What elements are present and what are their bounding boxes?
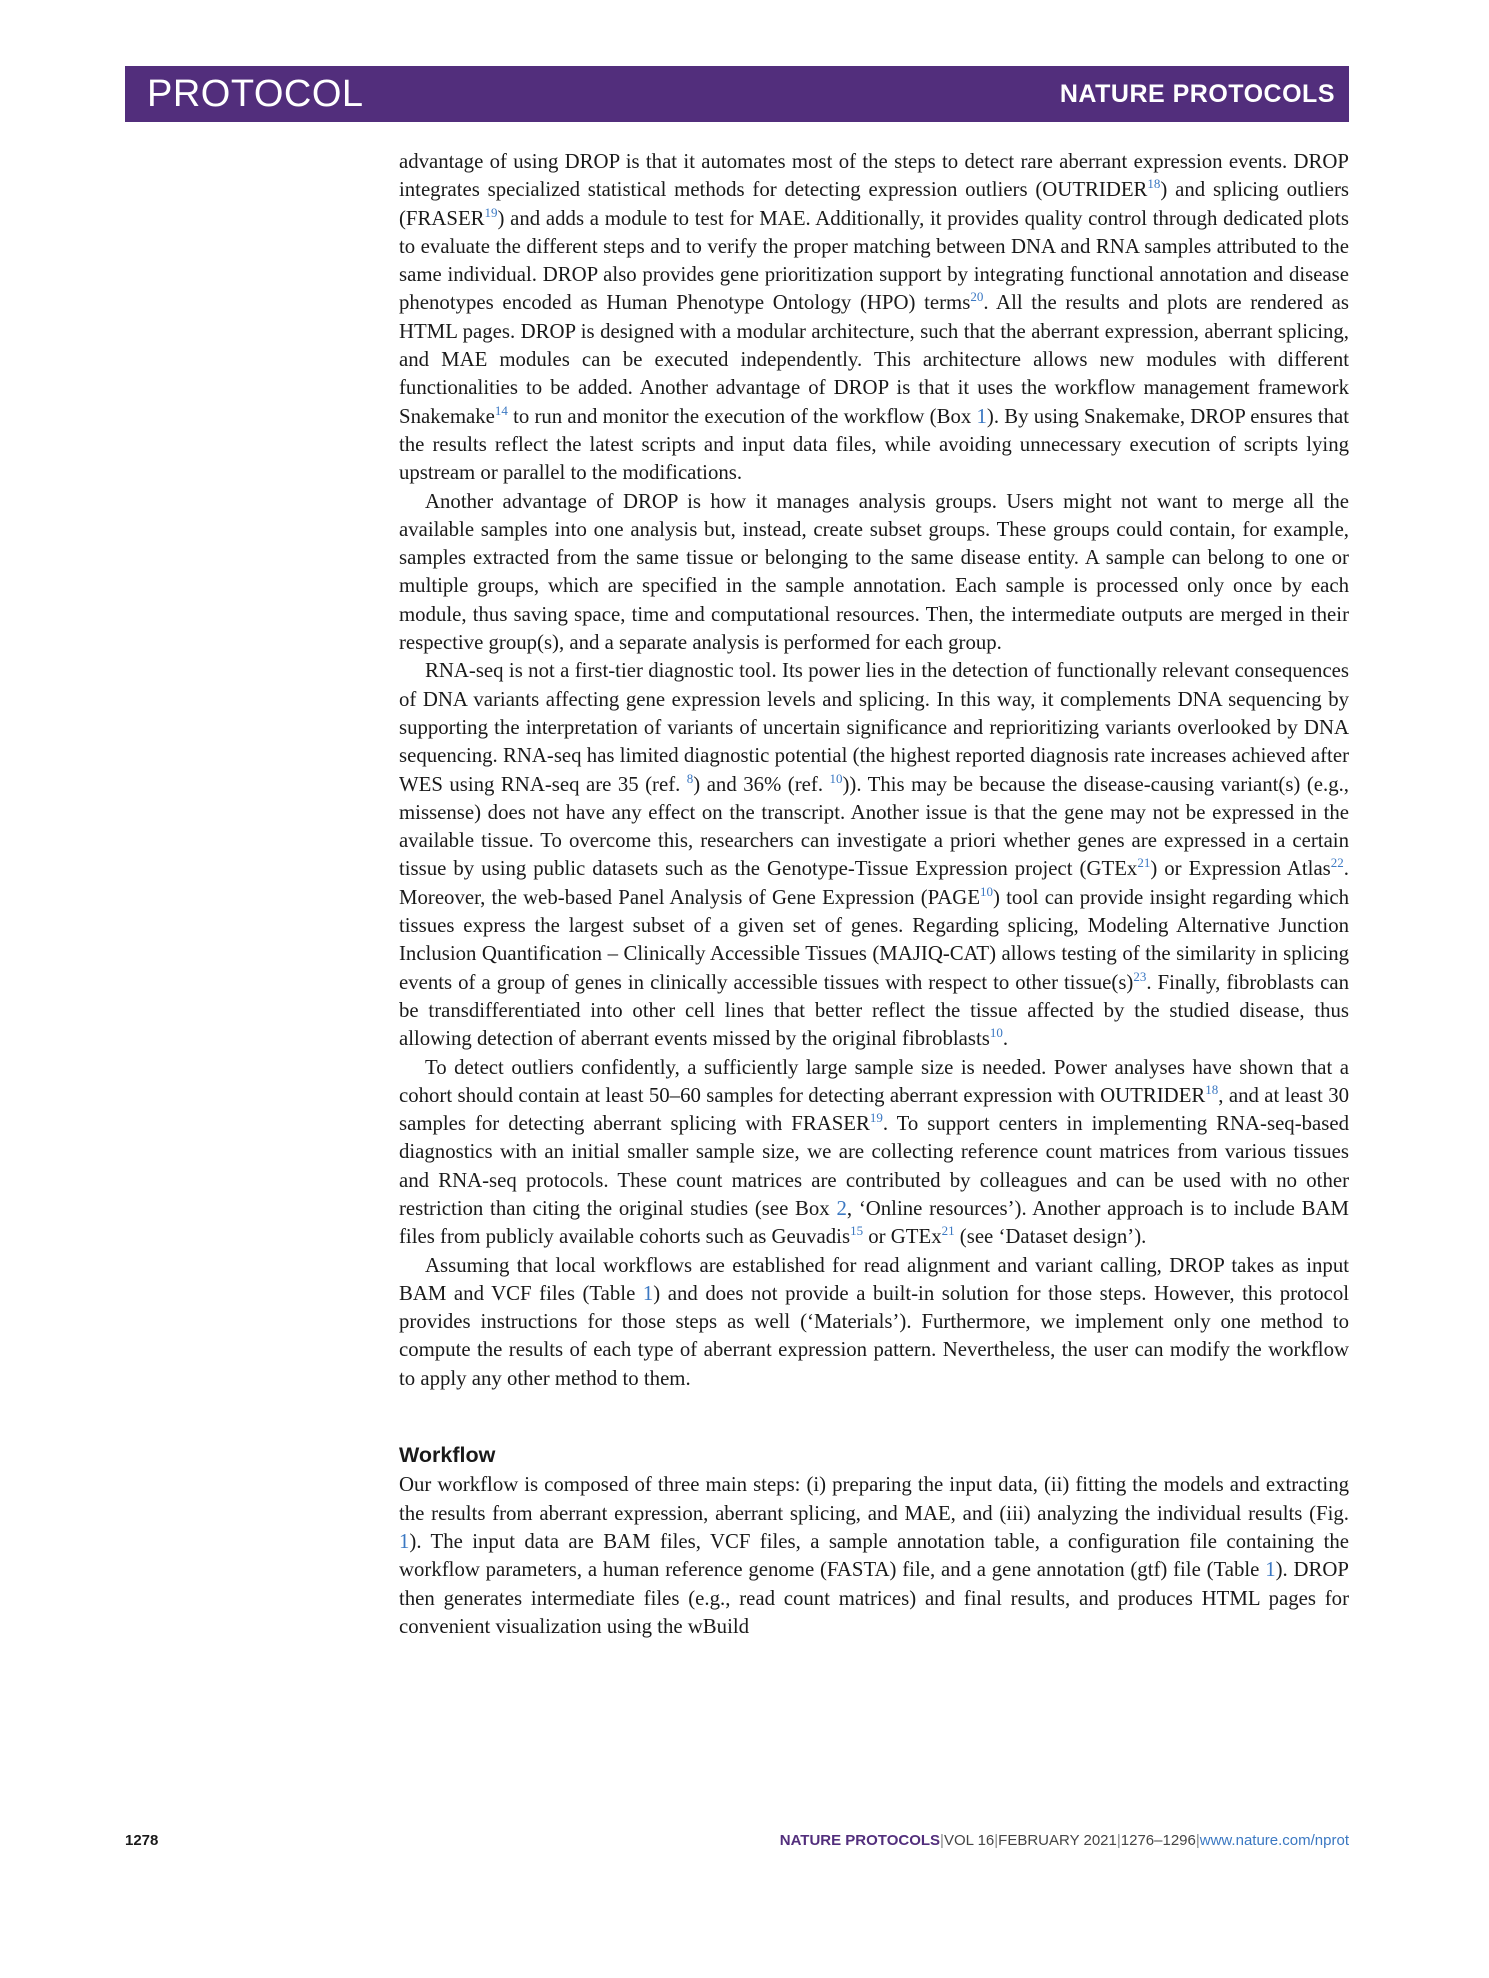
citation-ref[interactable]: 22 xyxy=(1330,855,1344,871)
paragraph: To detect outliers confidently, a sufficiently large sample size is needed. Power analyses have shown that a cohort should contain at least 50–60 samples for detecting aberrant expression with OUTRIDER$^{18}$, and at least 30 samples for detecting aberrant splicing with FRASER$^{19}$. To support centers in implementing RNA-seq-based diagnostics with an initial smaller sample size, we are collecting reference count matrices from various tissues and RNA-seq protocols. These count matrices are contributed by colleagues and can be used with no other restriction than citing the original studies (see Box 2, ‘Online resources’). Another approach is to include BAM files from publicly available cohorts such as Geuvadis$^{15}$ or GTEx$^{21}$ (see ‘Dataset design’). xyxy=(399,1055,1349,1249)
cross-reference-link[interactable]: 1 xyxy=(642,1281,654,1305)
paragraph: Assuming that local workflows are established for read alignment and variant calling, DROP takes as input BAM and VCF files (Table 1) and does not provide a built-in solution for those steps. However, this protocol provides instructions for those steps as well (‘Materials’). Furthermore, we implement only one method to compute the results of each type of aberrant expression pattern. Nevertheless, the user can modify the workflow to apply any other method to them. xyxy=(399,1253,1349,1390)
citation-ref[interactable]: 10 xyxy=(989,1025,1003,1041)
cross-reference-link[interactable]: 1 xyxy=(1265,1558,1276,1582)
section-heading-workflow: Workflow xyxy=(399,1443,496,1468)
section-label: PROTOCOL xyxy=(147,72,364,115)
footer-pages: 1276–1296 xyxy=(1120,1832,1196,1849)
citation-ref[interactable]: 19 xyxy=(869,1110,883,1126)
citation-ref[interactable]: 15 xyxy=(850,1223,864,1239)
citation-ref[interactable]: 10 xyxy=(980,883,994,899)
cross-reference-link[interactable]: 2 xyxy=(836,1196,847,1220)
citation-ref[interactable]: 8 xyxy=(686,770,694,786)
header-bar xyxy=(125,66,1349,122)
footer-separator: | xyxy=(994,1832,999,1849)
citation-ref[interactable]: 21 xyxy=(1137,855,1151,871)
citation-ref[interactable]: 10 xyxy=(829,770,843,786)
footer-citation xyxy=(780,1832,1349,1849)
citation-ref[interactable]: 23 xyxy=(1133,968,1147,984)
citation-ref[interactable]: 21 xyxy=(941,1223,955,1239)
citation-ref[interactable]: 18 xyxy=(1147,176,1161,192)
paragraph: Our workflow is composed of three main steps: (i) preparing the input data, (ii) fitting the models and extracting the results from aberrant expression, aberrant splicing, and MAE, and (iii) analyzing the individual results (Fig. 1). The input data are BAM files, VCF files, a sample annotation table, a configuration file containing the workflow parameters, a human reference genome (FASTA) file, and a gene annotation (gtf) file (Table 1). DROP then generates intermediate files (e.g., read count matrices) and final results, and produces HTML pages for convenient visualization using the wBuild xyxy=(399,1473,1349,1638)
citation-ref[interactable]: 14 xyxy=(494,402,508,418)
footer-journal: NATURE PROTOCOLS xyxy=(779,1832,941,1849)
journal-label: NATURE PROTOCOLS xyxy=(1059,79,1335,108)
cross-reference-link[interactable]: 1 xyxy=(976,404,987,428)
footer-separator: | xyxy=(940,1832,944,1849)
citation-ref[interactable]: 19 xyxy=(484,204,498,220)
paragraph: Another advantage of DROP is how it manages analysis groups. Users might not want to merge all the available samples into one analysis but, instead, create subset groups. These groups could contain, for example, samples extracted from the same tissue or belonging to the same disease entity. A sample can belong to one or multiple groups, which are specified in the sample annotation. Each sample is processed only once by each module, thus saving space, time and computational resources. Then, the intermediate outputs are merged in their respective group(s), and a separate analysis is performed for each group. xyxy=(399,489,1349,655)
footer-date: FEBRUARY 2021 xyxy=(998,1832,1117,1849)
page-number: 1278 xyxy=(125,1832,159,1849)
footer-separator: | xyxy=(1116,1832,1121,1849)
citation-ref[interactable]: 20 xyxy=(970,289,984,305)
citation-ref[interactable]: 18 xyxy=(1205,1081,1219,1097)
article-body xyxy=(399,148,1349,1641)
footer-volume: VOL 16 xyxy=(943,1832,995,1849)
paragraph: advantage of using DROP is that it automates most of the steps to detect rare aberrant expression events. DROP integrates specialized statistical methods for detecting expression outliers (OUTRIDER$^{18}$) and splicing outliers (FRASER$^{19}$) and adds a module to test for MAE. Additionally, it provides quality control through dedicated plots to evaluate the different steps and to verify the proper matching between DNA and RNA samples attributed to the same individual. DROP also provides gene prioritization support by integrating functional annotation and disease phenotypes encoded as Human Phenotype Ontology (HPO) terms$^{20}$. All the results and plots are rendered as HTML pages. DROP is designed with a modular architecture, such that the aberrant expression, aberrant splicing, and MAE modules can be executed independently. This architecture allows new modules with different functionalities to be added. Another advantage of DROP is that it uses the workflow management framework Snakemake$^{14}$ to run and monitor the execution of the workflow (Box 1). By using Snakemake, DROP ensures that the results reflect the latest scripts and input data files, while avoiding unnecessary execution of scripts lying upstream or parallel to the modifications. xyxy=(399,150,1349,485)
cross-reference-link[interactable]: 1 xyxy=(399,1529,410,1553)
footer-separator: | xyxy=(1195,1832,1200,1849)
paragraph: RNA-seq is not a first-tier diagnostic tool. Its power lies in the detection of functionally relevant consequences of DNA variants affecting gene expression levels and splicing. In this way, it complements DNA sequencing by supporting the interpretation of variants of uncertain significance and reprioritizing variants overlooked by DNA sequencing. RNA-seq has limited diagnostic potential (the highest reported diagnosis rate increases achieved after WES using RNA-seq are 35 (ref. $^8$) and 36% (ref. $^{10}$)). This may be because the disease-causing variant(s) (e.g., missense) does not have any effect on the transcript. Another issue is that the gene may not be expressed in the available tissue. To overcome this, researchers can investigate a priori whether genes are expressed in a certain tissue by using public datasets such as the Genotype-Tissue Expression project (GTEx$^{21}$) or Expression Atlas$^{22}$. Moreover, the web-based Panel Analysis of Gene Expression (PAGE$^{10}$) tool can provide insight regarding which tissues express the largest subset of a given set of genes. Regarding splicing, Modeling Alternative Junction Inclusion Quantification – Clinically Accessible Tissues (MAJIQ-CAT) allows testing of the similarity in splicing events of a group of genes in clinically accessible tissues with respect to other tissue(s)$^{23}$. Finally, fibroblasts can be transdifferentiated into other cell lines that better reflect the tissue affected by the studied disease, thus allowing detection of aberrant events missed by the original fibroblasts$^{10}$. xyxy=(399,659,1349,1051)
footer-url-link[interactable]: www.nature.com/nprot xyxy=(1199,1832,1349,1849)
